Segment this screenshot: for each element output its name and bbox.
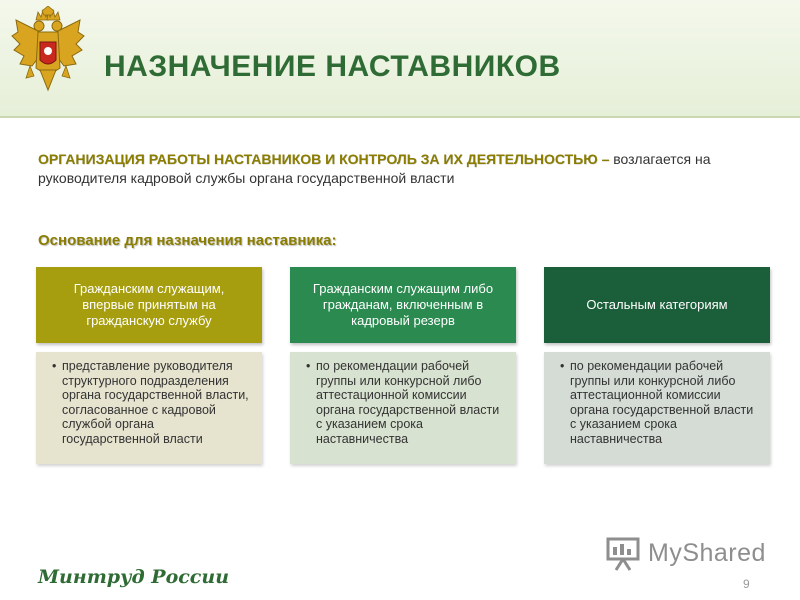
list-item	[306, 359, 504, 446]
column-body-text: по рекомендации рабочей группы или конкурсной либо аттестационной комиссии органа государственной власти с указанием срока наставничества	[316, 359, 500, 446]
intro-rest-text: возлагается на руководителя кадровой службы органа государственной власти	[38, 151, 711, 186]
intro-strong-text: ОРГАНИЗАЦИЯ РАБОТЫ НАСТАВНИКОВ И КОНТРОЛЬ ЗА ИХ ДЕЯТЕЛЬНОСТЬЮ –	[38, 151, 610, 167]
intro-paragraph	[38, 150, 778, 188]
myshared-watermark	[604, 536, 764, 572]
column-body-other	[544, 352, 770, 464]
column-header-reserve	[290, 267, 516, 343]
column-header-text: Гражданским служащим либо гражданам, включенным в кадровый резерв	[312, 281, 494, 328]
page-title: НАЗНАЧЕНИЕ НАСТАВНИКОВ	[104, 50, 561, 83]
header-banner	[0, 0, 800, 118]
column-body-text: представление руководителя структурного подразделения органа государственной власти, согласованное с кадровой службой органа государственной власти	[62, 359, 249, 446]
list-item	[560, 359, 758, 446]
presentation-board-icon	[604, 536, 644, 572]
column-header-text: Остальным категориям	[586, 297, 728, 312]
bullet-icon: •	[306, 359, 311, 373]
russian-coat-of-arms-icon	[8, 6, 88, 98]
list-item	[52, 359, 250, 446]
column-body-first-hired	[36, 352, 262, 464]
column-header-text: Гражданским служащим, впервые принятым на гражданскую службу	[73, 281, 225, 328]
column-body-text: по рекомендации рабочей группы или конкурсной либо аттестационной комиссии органа государственной власти с указанием срока наставничества	[570, 359, 754, 446]
column-body-reserve	[290, 352, 516, 464]
bullet-icon: •	[52, 359, 57, 373]
bullet-icon: •	[560, 359, 565, 373]
page-number: 9	[743, 577, 750, 591]
watermark-text: MyShared	[648, 539, 766, 567]
basis-heading: Основание для назначения наставника:	[38, 232, 337, 249]
footer-org-name: Минтруд России	[38, 566, 230, 588]
column-header-other	[544, 267, 770, 343]
column-header-first-hired	[36, 267, 262, 343]
